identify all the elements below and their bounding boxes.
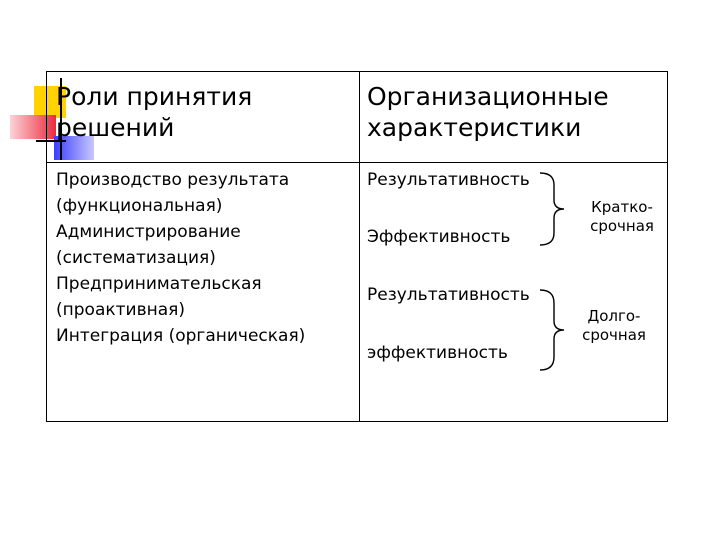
short-term-label [576, 198, 668, 236]
long-term-label [568, 307, 660, 345]
roles-list [56, 167, 305, 349]
role-line: (систематизация) [56, 248, 216, 268]
characteristic-item: Результативность [367, 170, 530, 190]
role-line: Администрирование [56, 222, 241, 242]
header-roles-line1: Роли принятия [56, 82, 253, 111]
role-line: (функциональная) [56, 196, 223, 216]
role-line: Предпринимательская [56, 274, 262, 294]
role-line: Интеграция (органическая) [56, 326, 306, 346]
table-header-divider [46, 162, 668, 163]
long-term-line2: срочная [582, 326, 646, 344]
short-term-line1: Кратко- [591, 198, 653, 216]
header-roles [56, 81, 252, 143]
role-line: Производство результата [56, 170, 290, 190]
role-line: (проактивная) [56, 300, 185, 320]
header-characteristics [367, 81, 609, 143]
characteristic-item: Эффективность [367, 227, 511, 247]
long-term-brace-icon [538, 287, 568, 373]
short-term-line2: срочная [590, 217, 654, 235]
header-roles-line2: решений [56, 113, 175, 142]
short-term-brace-icon [538, 170, 568, 248]
long-term-line1: Долго- [587, 307, 641, 325]
characteristic-item: Результативность [367, 285, 530, 305]
characteristic-item: эффективность [367, 343, 508, 363]
header-characteristics-line2: характеристики [367, 113, 582, 142]
table-column-divider [359, 71, 360, 422]
header-characteristics-line1: Организационные [367, 82, 609, 111]
